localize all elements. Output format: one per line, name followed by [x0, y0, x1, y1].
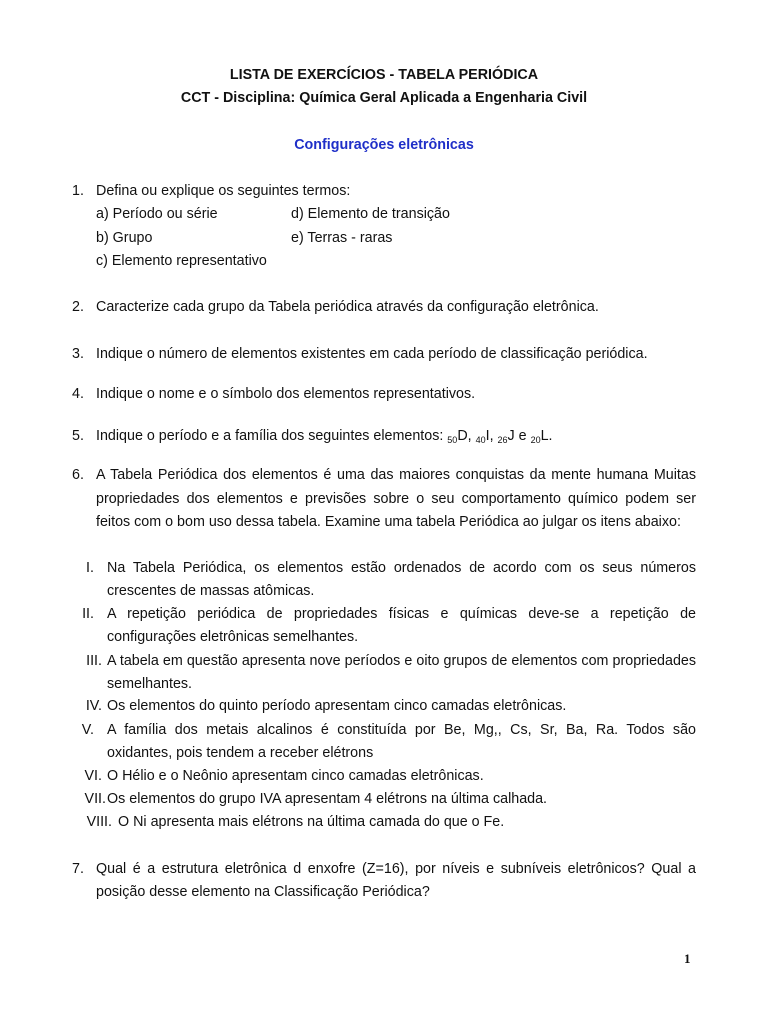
term-c: c) Elemento representativo	[96, 253, 267, 269]
statement-number: V.	[81, 722, 94, 738]
question-number: 4.	[72, 386, 84, 402]
statement-line: Na Tabela Periódica, os elementos estão ordenados de acordo com os seus números	[107, 560, 696, 576]
statement-number: VII.	[84, 791, 106, 807]
question-text-line: posição desse elemento na Classificação Periódica?	[96, 884, 430, 900]
question-number: 3.	[72, 346, 84, 362]
question-text-line: feitos com o bom uso dessa tabela. Examine uma tabela Periódica ao julgar os itens abaixo:	[96, 514, 681, 530]
statement-line: A família dos metais alcalinos é constituída por Be, Mg,, Cs, Sr, Ba, Ra. Todos são	[107, 722, 696, 738]
question-text-main: Indique o período e a família dos seguintes elementos:	[96, 428, 448, 444]
statement-line: oxidantes, pois tendem a receber elétrons	[107, 745, 374, 761]
document-title: LISTA DE EXERCÍCIOS - TABELA PERIÓDICA	[229, 67, 539, 83]
element-j: J e	[507, 428, 531, 444]
statement-number: VIII.	[86, 814, 112, 830]
atomic-number-d: 50	[447, 435, 458, 445]
element-i: I,	[485, 428, 498, 444]
statement-number: VI.	[84, 768, 102, 784]
term-a: a) Período ou série	[96, 206, 218, 222]
question-text: Defina ou explique os seguintes termos:	[96, 183, 351, 199]
statement-line: configurações eletrônicas semelhantes.	[107, 629, 359, 645]
statement-number: III.	[86, 653, 102, 669]
question-text-line: A Tabela Periódica dos elementos é uma das maiores conquistas da mente humana Muitas	[96, 467, 696, 483]
question-text: Caracterize cada grupo da Tabela periódica através da configuração eletrônica.	[96, 299, 599, 315]
question-text: Indique o número de elementos existentes em cada período de classificação periódica.	[96, 346, 648, 362]
page-number: 1	[684, 951, 691, 966]
statement-line: O Hélio e o Neônio apresentam cinco camadas eletrônicas.	[107, 768, 484, 784]
question-number: 1.	[72, 183, 84, 199]
statement-line: Os elementos do grupo IVA apresentam 4 elétrons na última calhada.	[107, 791, 548, 807]
element-d: D,	[457, 428, 476, 444]
term-d: d) Elemento de transição	[291, 206, 450, 222]
atomic-number-j: 26	[497, 435, 508, 445]
statement-line: semelhantes.	[107, 676, 193, 692]
question-text: Indique o nome e o símbolo dos elementos representativos.	[96, 386, 476, 402]
atomic-number-i: 40	[475, 435, 486, 445]
section-heading: Configurações eletrônicas	[294, 137, 474, 153]
question-number: 2.	[72, 299, 84, 315]
term-b: b) Grupo	[96, 230, 153, 246]
statement-number: I.	[86, 560, 94, 576]
question-number: 5.	[72, 428, 84, 444]
question-number: 6.	[72, 467, 84, 483]
statement-number: II.	[82, 606, 94, 622]
question-number: 7.	[72, 861, 84, 877]
statement-line: crescentes de massas atômicas.	[107, 583, 315, 599]
question-text-line: Qual é a estrutura eletrônica d enxofre (Z=16), por níveis e subníveis eletrônicos? Qual a	[96, 861, 696, 877]
course-subtitle: CCT - Disciplina: Química Geral Aplicada a Engenharia Civil	[180, 90, 588, 106]
term-e: e) Terras - raras	[291, 230, 393, 246]
statement-line: A tabela em questão apresenta nove períodos e oito grupos de elementos com propriedades	[107, 653, 696, 669]
question-text-line: propriedades dos elementos e previsões sobre o seu comportamento químico podem ser	[96, 491, 696, 507]
question-text	[96, 428, 553, 445]
statement-line: O Ni apresenta mais elétrons na última camada do que o Fe.	[118, 814, 505, 830]
element-l: L.	[540, 428, 553, 444]
atomic-number-l: 20	[530, 435, 541, 445]
statement-line: Os elementos do quinto período apresentam cinco camadas eletrônicas.	[107, 698, 567, 714]
statement-line: A repetição periódica de propriedades físicas e químicas deve-se a repetição de	[107, 606, 696, 622]
statement-number: IV.	[85, 698, 102, 714]
